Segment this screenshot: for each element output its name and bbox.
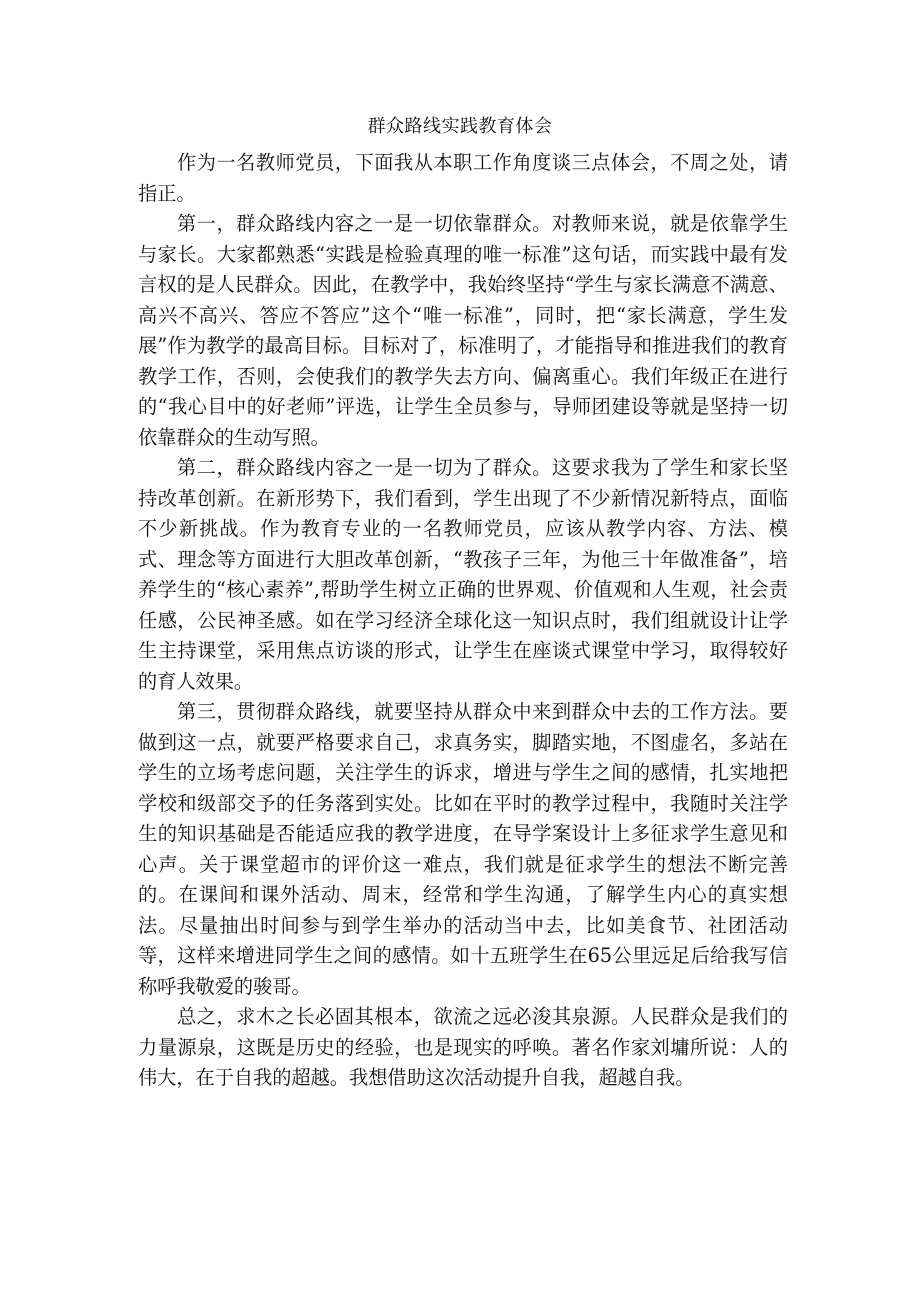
paragraph-first-point: 第一，群众路线内容之一是一切依靠群众。对教师来说，就是依靠学生与家长。大家都熟悉“实践是检验真理的唯一标准”这句话，而实践中最有发言权的是人民群众。因此，在教学中，我始终坚持“学生与家长满意不满意、高兴不高兴、答应不答应”这个“唯一标准”，同时，把“家长满意，学生发展”作为教学的最高目标。目标对了，标准明了，才能指导和推进我们的教育教学工作，否则，会使我们的教学失去方向、偏离重心。我们年级正在进行的“我心目中的好老师”评选，让学生全员参与，导师团建设等就是坚持一切依靠群众的生动写照。 (138, 212, 788, 449)
paragraph-second-point: 第二，群众路线内容之一是一切为了群众。这要求我为了学生和家长坚持改革创新。在新形势下，我们看到，学生出现了不少新情况新特点，面临不少新挑战。作为教育专业的一名教师党员，应该从教学内容、方法、模式、理念等方面进行大胆改革创新，“教孩子三年，为他三十年做准备”，培养学生的“核心素养”,帮助学生树立正确的世界观、价值观和人生观，社会责任感，公民神圣感。如在学习经济全球化这一知识点时，我们组就设计让学生主持课堂，采用焦点访谈的形式，让学生在座谈式课堂中学习，取得较好的育人效果。 (138, 456, 788, 693)
paragraph-conclusion: 总之，求木之长必固其根本，欲流之远必浚其泉源。人民群众是我们的力量源泉，这既是历史的经验，也是现实的呼唤。著名作家刘墉所说：人的伟大，在于自我的超越。我想借助这次活动提升自我，超越自我。 (138, 1005, 788, 1089)
paragraph-intro: 作为一名教师党员，下面我从本职工作角度谈三点体会，不周之处，请指正。 (138, 151, 788, 205)
document-body (138, 148, 788, 1094)
paragraph-third-point: 第三，贯彻群众路线，就要坚持从群众中来到群众中去的工作方法。要做到这一点，就要严格要求自己，求真务实，脚踏实地，不图虚名，多站在学生的立场考虑问题，关注学生的诉求，增进与学生之间的感情，扎实地把学校和级部交予的任务落到实处。比如在平时的教学过程中，我随时关注学生的知识基础是否能适应我的教学进度，在导学案设计上多征求学生意见和心声。关于课堂超市的评价这一难点，我们就是征求学生的想法不断完善的。在课间和课外活动、周末，经常和学生沟通，了解学生内心的真实想法。尽量抽出时间参与到学生举办的活动当中去，比如美食节、社团活动等，这样来增进同学生之间的感情。如十五班学生在65公里远足后给我写信称呼我敬爱的骏哥。 (138, 700, 788, 998)
document-title: 群众路线实践教育体会 (367, 116, 553, 137)
